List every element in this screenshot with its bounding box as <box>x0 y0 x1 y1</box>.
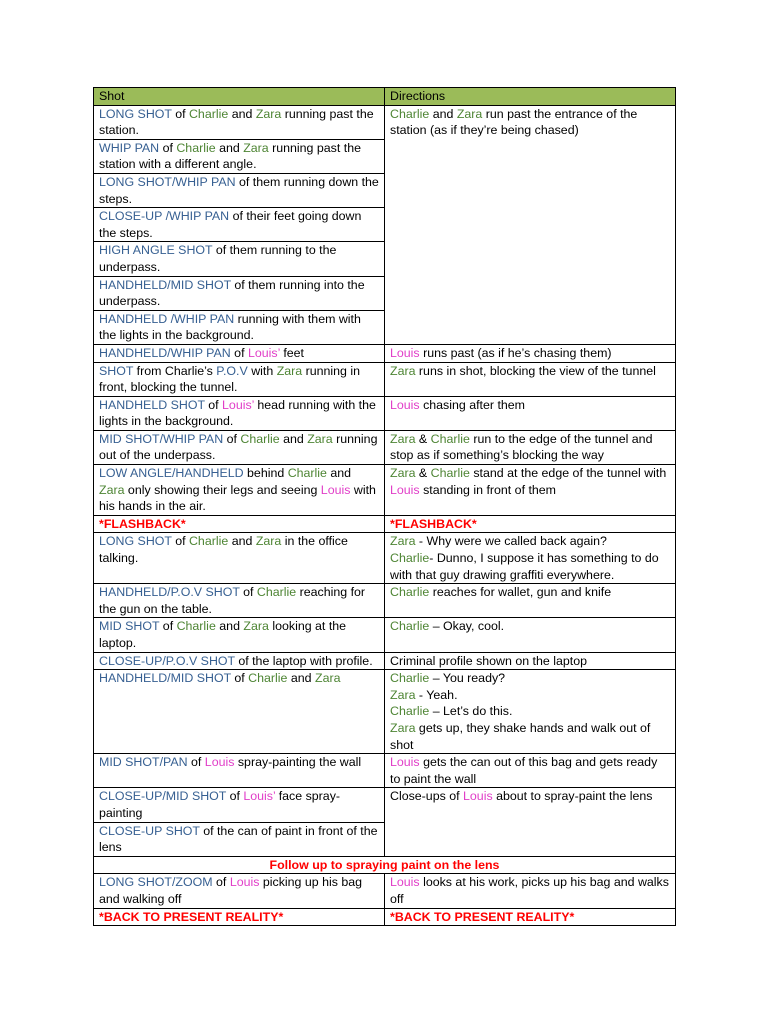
shot-type-label: WHIP PAN <box>99 140 160 155</box>
character-name: Zara <box>390 363 416 378</box>
shot-cell: LONG SHOT of Charlie and Zara running past the station. <box>94 105 385 139</box>
character-name: Zara <box>307 431 333 446</box>
shot-cell: LOW ANGLE/HANDHELD behind Charlie and Zara only showing their legs and seeing Louis with his hands in the air. <box>94 465 385 516</box>
shot-cell: CLOSE-UP SHOT of the can of paint in front of the lens <box>94 822 385 856</box>
character-name: Charlie <box>188 534 229 549</box>
shot-type-label: CLOSE-UP/MID SHOT <box>99 789 227 804</box>
shot-type-label: CLOSE-UP/P.O.V SHOT <box>99 653 235 668</box>
shot-type-label: LONG SHOT/WHIP PAN <box>99 174 236 189</box>
table-row <box>94 670 676 754</box>
shot-type-label: HANDHELD SHOT <box>99 397 205 412</box>
character-name: Louis <box>320 482 351 497</box>
shot-type-label: MID SHOT <box>99 619 160 634</box>
shot-type-label: P.O.V <box>216 363 248 378</box>
directions-cell <box>385 788 676 856</box>
character-name: Louis <box>390 397 420 412</box>
table-row <box>94 344 676 362</box>
character-name: Zara <box>390 431 416 446</box>
character-name: Zara <box>390 687 416 702</box>
table-body <box>94 88 676 926</box>
table-row <box>94 515 676 533</box>
table-header-row <box>94 88 676 106</box>
shot-type-label: CLOSE-UP /WHIP PAN <box>99 209 230 224</box>
table-row <box>94 396 676 430</box>
header-directions: Directions <box>385 88 676 106</box>
character-name: Louis <box>204 755 235 770</box>
shot-cell: LONG SHOT of Charlie and Zara in the office talking. <box>94 533 385 584</box>
shot-type-label: MID SHOT/WHIP PAN <box>99 431 224 446</box>
direction-line: Criminal profile shown on the laptop <box>390 653 587 668</box>
character-name: Charlie <box>430 431 470 446</box>
shot-cell: MID SHOT/WHIP PAN of Charlie and Zara running out of the underpass. <box>94 430 385 464</box>
direction-line: Charlie- Dunno, I suppose it has something to do with that guy drawing graffiti everywhere. <box>390 551 659 582</box>
character-name: Louis’ <box>247 345 280 360</box>
directions-cell <box>385 618 676 652</box>
table-row <box>94 533 676 584</box>
section-heading-text: Follow up to spraying paint on the lens <box>269 857 500 872</box>
shot-cell: LONG SHOT/WHIP PAN of them running down the steps. <box>94 173 385 207</box>
direction-line <box>390 909 670 926</box>
character-name: Charlie <box>287 466 327 481</box>
direction-line: Louis runs past (as if he’s chasing them) <box>390 345 612 360</box>
shot-type-label: HANDHELD/P.O.V SHOT <box>99 585 240 600</box>
direction-line: Zara runs in shot, blocking the view of the tunnel <box>390 363 656 378</box>
shot-cell: HIGH ANGLE SHOT of them running to the underpass. <box>94 242 385 276</box>
directions-cell <box>385 344 676 362</box>
table-row <box>94 584 676 618</box>
character-name: Zara <box>243 619 269 634</box>
character-name: Louis <box>390 482 420 497</box>
directions-cell <box>385 754 676 788</box>
character-name: Charlie <box>430 466 470 481</box>
table-row <box>94 362 676 396</box>
directions-cell <box>385 465 676 516</box>
shot-type-label: MID SHOT/PAN <box>99 755 188 770</box>
direction-line: Close-ups of Louis about to spray-paint the lens <box>390 789 653 804</box>
table-row <box>94 465 676 516</box>
direction-line: Zara & Charlie run to the edge of the tunnel and stop as if something’s blocking the way <box>390 431 653 463</box>
shot-cell: CLOSE-UP /WHIP PAN of their feet going down the steps. <box>94 208 385 242</box>
shot-cell: MID SHOT of Charlie and Zara looking at the laptop. <box>94 618 385 652</box>
direction-line: Charlie and Zara run past the entrance of the station (as if they’re being chased) <box>390 106 638 138</box>
character-name: Zara <box>390 534 416 549</box>
direction-line: Zara - Why were we called back again? <box>390 534 607 549</box>
section-marker: *BACK TO PRESENT REALITY* <box>99 909 284 924</box>
character-name: Charlie <box>240 431 280 446</box>
table-row <box>94 652 676 670</box>
section-marker: *FLASHBACK* <box>99 516 186 531</box>
character-name: Louis’ <box>222 397 254 412</box>
character-name: Zara <box>390 720 416 735</box>
character-name: Charlie <box>390 551 430 566</box>
shot-cell: CLOSE-UP/MID SHOT of Louis’ face spray-painting <box>94 788 385 822</box>
shot-cell <box>94 908 385 926</box>
shot-cell: HANDHELD /WHIP PAN running with them with the lights in the background. <box>94 310 385 344</box>
character-name: Charlie <box>256 585 297 600</box>
character-name: Charlie <box>188 106 229 121</box>
directions-cell <box>385 105 676 344</box>
table-row <box>94 788 676 822</box>
table-row <box>94 856 676 874</box>
directions-cell <box>385 908 676 926</box>
shot-type-label: HANDHELD /WHIP PAN <box>99 311 235 326</box>
character-name: Charlie <box>176 619 216 634</box>
character-name: Zara <box>255 106 282 121</box>
character-name: Zara <box>276 363 303 378</box>
shot-cell: MID SHOT/PAN of Louis spray-painting the wall <box>94 754 385 788</box>
directions-cell <box>385 533 676 584</box>
shot-type-label: LONG SHOT/ZOOM <box>99 875 213 890</box>
direction-line: Louis gets the can out of this bag and gets ready to paint the wall <box>390 755 658 786</box>
character-name: Charlie <box>390 585 430 600</box>
direction-line: Charlie reaches for wallet, gun and knife <box>390 585 612 600</box>
direction-line: Zara gets up, they shake hands and walk out of shot <box>390 720 651 752</box>
table-row <box>94 754 676 788</box>
character-name: Zara <box>255 534 282 549</box>
table-row <box>94 908 676 926</box>
table-row <box>94 430 676 464</box>
shot-cell: CLOSE-UP/P.O.V SHOT of the laptop with profile. <box>94 652 385 670</box>
character-name: Charlie <box>390 704 430 719</box>
directions-cell <box>385 652 676 670</box>
shot-cell: HANDHELD/MID SHOT of them running into the underpass. <box>94 276 385 310</box>
character-name: Zara <box>315 671 341 686</box>
character-name: Louis <box>390 875 420 890</box>
directions-cell <box>385 515 676 533</box>
shot-type-label: HIGH ANGLE SHOT <box>99 243 213 258</box>
shot-cell: HANDHELD/MID SHOT of Charlie and Zara <box>94 670 385 754</box>
character-name: Charlie <box>390 106 430 121</box>
character-name: Louis <box>229 875 260 890</box>
direction-line: Charlie – Okay, cool. <box>390 619 505 634</box>
section-marker: *FLASHBACK* <box>390 516 477 531</box>
character-name: Charlie <box>176 140 216 155</box>
character-name: Charlie <box>390 671 430 686</box>
directions-cell <box>385 670 676 754</box>
shot-type-label: HANDHELD/WHIP PAN <box>99 345 231 360</box>
shot-type-label: LONG SHOT <box>99 106 172 121</box>
header-shot: Shot <box>94 88 385 106</box>
character-name: Louis <box>463 789 493 804</box>
character-name: Zara <box>243 140 269 155</box>
shot-cell: HANDHELD/P.O.V SHOT of Charlie reaching for the gun on the table. <box>94 584 385 618</box>
section-heading <box>94 856 676 874</box>
direction-line: Louis chasing after them <box>390 397 525 412</box>
direction-line: Zara - Yeah. <box>390 687 458 702</box>
character-name: Louis’ <box>243 789 276 804</box>
shot-cell <box>94 515 385 533</box>
character-name: Charlie <box>390 619 430 634</box>
character-name: Zara <box>99 482 125 497</box>
direction-line: Charlie – You ready? <box>390 671 506 686</box>
character-name: Zara <box>456 106 483 121</box>
directions-cell <box>385 584 676 618</box>
shot-list-table <box>93 87 676 926</box>
table-row <box>94 618 676 652</box>
shot-type-label: HANDHELD/MID SHOT <box>99 671 231 686</box>
direction-line: Charlie – Let’s do this. <box>390 704 513 719</box>
directions-cell <box>385 362 676 396</box>
shot-cell: HANDHELD/WHIP PAN of Louis’ feet <box>94 344 385 362</box>
direction-line: Louis looks at his work, picks up his bag and walks off <box>390 875 669 906</box>
shot-cell: SHOT from Charlie’s P.O.V with Zara running in front, blocking the tunnel. <box>94 362 385 396</box>
section-marker: *BACK TO PRESENT REALITY* <box>390 909 575 924</box>
directions-cell <box>385 430 676 464</box>
shot-cell: HANDHELD SHOT of Louis’ head running with the lights in the background. <box>94 396 385 430</box>
shot-type-label: SHOT <box>99 363 134 378</box>
direction-line <box>390 516 670 533</box>
character-name: Zara <box>390 466 416 481</box>
directions-cell <box>385 874 676 908</box>
shot-type-label: LONG SHOT <box>99 534 172 549</box>
table-row <box>94 874 676 908</box>
shot-type-label: HANDHELD/MID SHOT <box>99 277 231 292</box>
direction-line: Zara & Charlie stand at the edge of the tunnel with Louis standing in front of them <box>390 466 667 497</box>
directions-cell <box>385 396 676 430</box>
shot-type-label: LOW ANGLE/HANDHELD <box>99 466 244 481</box>
character-name: Charlie <box>248 671 288 686</box>
character-name: Louis <box>390 345 420 360</box>
shot-type-label: CLOSE-UP SHOT <box>99 823 200 838</box>
shot-cell: LONG SHOT/ZOOM of Louis picking up his bag and walking off <box>94 874 385 908</box>
character-name: Louis <box>390 755 420 770</box>
table-row <box>94 105 676 139</box>
shot-cell: WHIP PAN of Charlie and Zara running past the station with a different angle. <box>94 139 385 173</box>
